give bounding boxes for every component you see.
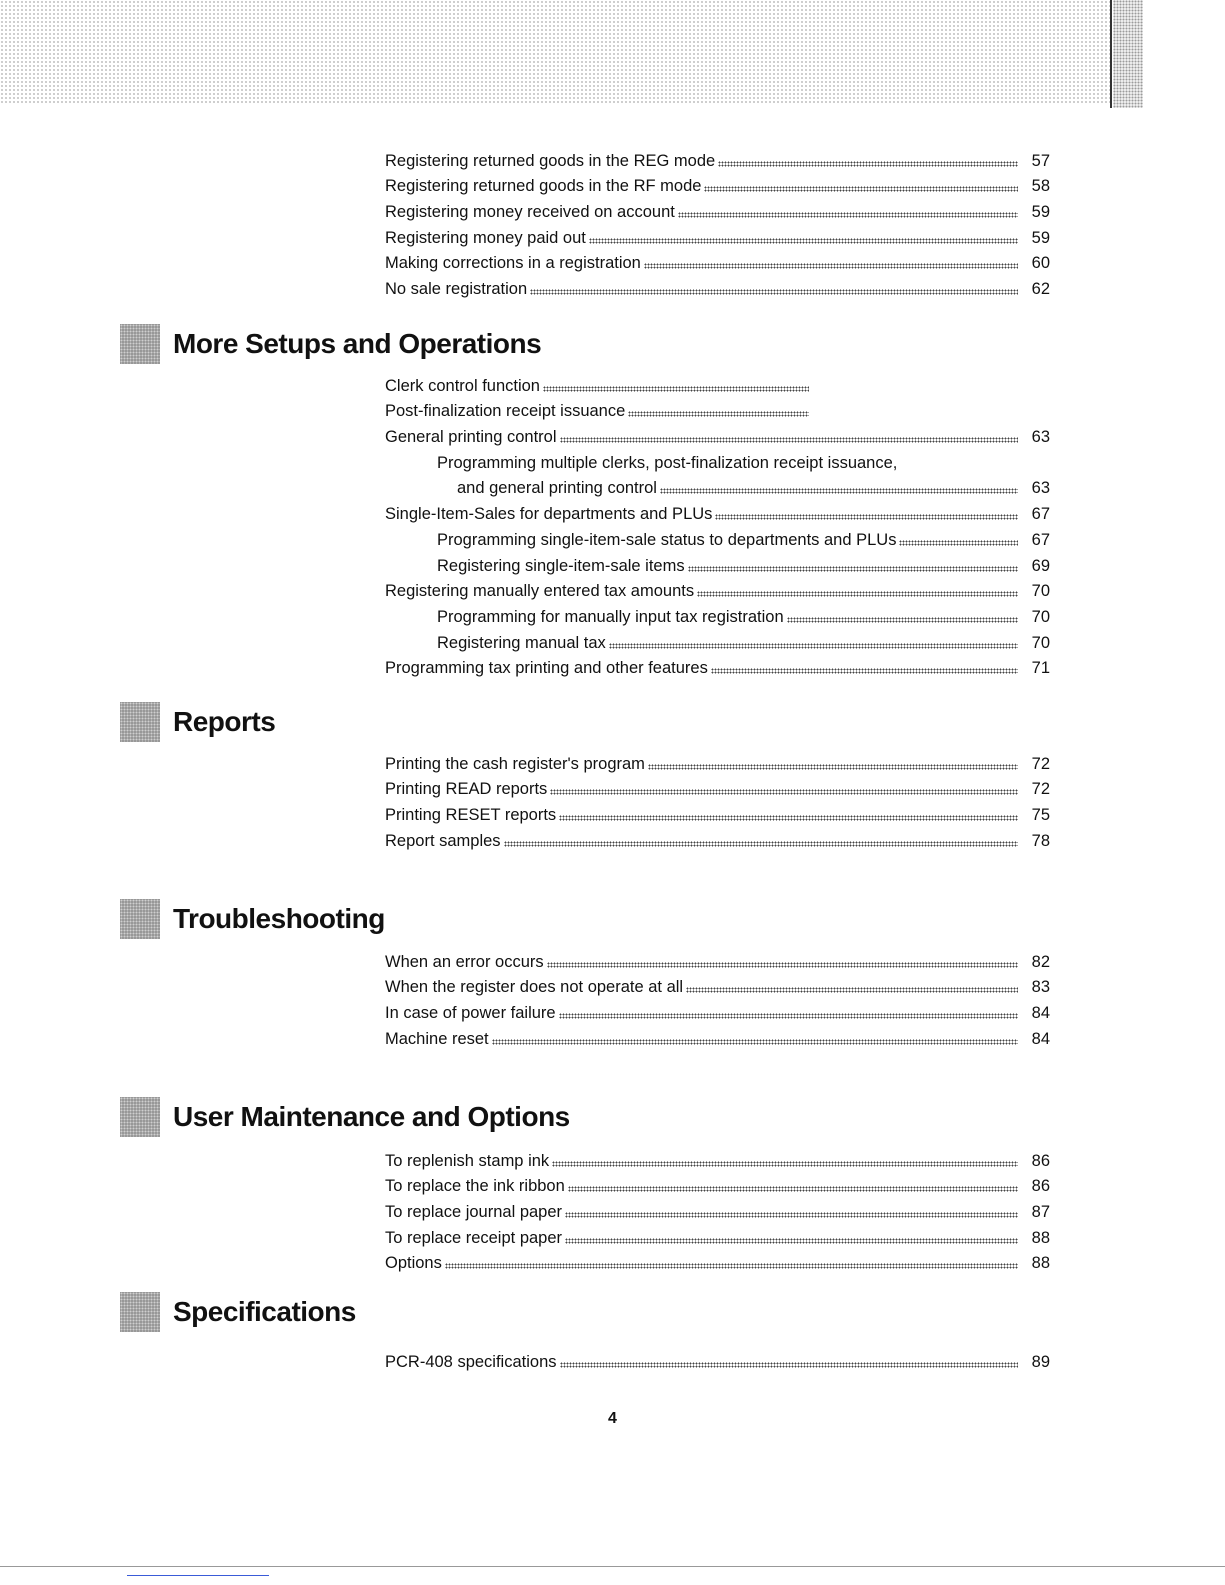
toc-entry-page: 63	[1031, 479, 1050, 498]
toc-entry-page: 87	[1031, 1203, 1050, 1222]
toc-entry-page: 70	[1031, 633, 1050, 652]
dot-leader	[552, 1161, 1018, 1167]
toc-entry[interactable]	[385, 1222, 1050, 1248]
toc-entry-title: Printing RESET reports	[385, 806, 557, 825]
toc-entry-page: 59	[1031, 203, 1050, 222]
dot-leader	[718, 161, 1018, 167]
dot-leader	[697, 591, 1018, 597]
toc-entry-title: Registering money paid out	[385, 228, 586, 247]
toc-entry-page: 58	[1031, 177, 1050, 196]
dot-leader	[899, 540, 1018, 546]
page-number: 4	[608, 1410, 617, 1427]
dot-leader	[589, 238, 1018, 244]
toc-entry[interactable]	[385, 576, 1050, 602]
dot-leader	[609, 643, 1018, 649]
dot-leader	[648, 764, 1018, 770]
toc-entry-title: Programming single-item-sale status to departments and PLUs	[437, 530, 897, 549]
dot-leader	[644, 263, 1018, 269]
toc-entry-page: 88	[1031, 1254, 1050, 1273]
toc-entry[interactable]	[385, 1346, 1050, 1372]
toc-entry-page: 84	[1031, 1004, 1050, 1023]
toc-entry[interactable]	[385, 196, 1050, 222]
toc-entry-title: Post-finalization receipt issuance	[385, 402, 626, 421]
toc-entry-page: 70	[1031, 607, 1050, 626]
toc-entry-title: Registering single-item-sale items	[437, 556, 685, 575]
toc-entry-page: 60	[1031, 254, 1050, 273]
toc-entry-title: and general printing control	[457, 479, 657, 498]
dot-leader	[547, 962, 1018, 968]
toc-entry[interactable]	[385, 972, 1050, 998]
section-heading-troubleshooting	[120, 897, 385, 941]
toc-entry[interactable]	[385, 653, 1050, 679]
toc-entry-page: 75	[1031, 806, 1050, 825]
toc-entry-title: Registering money received on account	[385, 203, 675, 222]
toc-entry-page: 82	[1031, 952, 1050, 971]
toc-entry-title: Making corrections in a registration	[385, 254, 641, 273]
scan-texture-top	[0, 0, 1110, 105]
toc-entry-title: Report samples	[385, 831, 501, 850]
dot-leader	[559, 1013, 1018, 1019]
toc-entry-title: Registering returned goods in the REG mode	[385, 151, 716, 170]
toc-entry[interactable]	[385, 145, 1050, 171]
toc-entry-page: 71	[1031, 659, 1050, 678]
dot-leader	[715, 514, 1018, 520]
toc-entry-page: 83	[1031, 978, 1050, 997]
toc-entry-title: Printing the cash register's program	[385, 754, 645, 773]
toc-entry-page: 70	[1031, 582, 1050, 601]
dot-leader	[678, 212, 1018, 218]
toc-entry[interactable]	[385, 601, 1050, 627]
toc-entry-page: 86	[1031, 1177, 1050, 1196]
toc-entry[interactable]	[385, 1023, 1050, 1049]
toc-entry[interactable]	[385, 447, 1050, 473]
toc-entry[interactable]	[385, 421, 1050, 447]
toc-entry-page: 72	[1031, 754, 1050, 773]
section-marker-icon	[120, 702, 160, 742]
toc-troubleshooting-list	[385, 946, 1050, 1049]
toc-entry-page: 59	[1031, 228, 1050, 247]
dot-leader	[565, 1212, 1018, 1218]
dot-leader	[628, 411, 809, 417]
section-heading-more-setups	[120, 322, 541, 366]
section-title: Reports	[173, 706, 276, 737]
toc-entry[interactable]	[385, 171, 1050, 197]
scan-edge-line	[0, 1566, 1225, 1567]
toc-entry[interactable]	[385, 524, 1050, 550]
toc-entry[interactable]	[385, 1248, 1050, 1274]
toc-entry[interactable]	[385, 248, 1050, 274]
toc-entry-page: 78	[1031, 831, 1050, 850]
dot-leader	[559, 815, 1018, 821]
toc-specifications-list	[385, 1346, 1050, 1372]
toc-entry[interactable]	[385, 774, 1050, 800]
toc-entry[interactable]	[385, 396, 815, 422]
scan-edge-mark	[127, 1575, 269, 1576]
section-marker-icon	[120, 899, 160, 939]
toc-entry[interactable]	[385, 1145, 1050, 1171]
toc-entry-title: When an error occurs	[385, 952, 544, 971]
dot-leader	[504, 841, 1018, 847]
toc-entry-title: To replace journal paper	[385, 1203, 563, 1222]
dot-leader	[787, 617, 1018, 623]
toc-entry-page: 67	[1031, 505, 1050, 524]
toc-entry-page: 63	[1031, 428, 1050, 447]
toc-entry-page: 84	[1031, 1029, 1050, 1048]
toc-entry[interactable]	[385, 825, 1050, 851]
dot-leader	[711, 668, 1018, 674]
toc-entry-title: General printing control	[385, 428, 557, 447]
toc-entry-title: PCR-408 specifications	[385, 1352, 557, 1371]
toc-entry-title: In case of power failure	[385, 1004, 556, 1023]
dot-leader	[492, 1039, 1018, 1045]
section-title: User Maintenance and Options	[173, 1101, 570, 1132]
toc-entry[interactable]	[385, 1171, 1050, 1197]
dot-leader	[660, 488, 1018, 494]
section-marker-icon	[120, 324, 160, 364]
toc-entry[interactable]	[385, 273, 1050, 299]
toc-entry-title: Options	[385, 1254, 442, 1273]
toc-entry[interactable]	[385, 498, 1050, 524]
section-marker-icon	[120, 1292, 160, 1332]
toc-entry-page: 62	[1031, 280, 1050, 299]
toc-entry-title: Programming tax printing and other features	[385, 659, 708, 678]
toc-more-setups-list	[385, 370, 1050, 678]
section-heading-specifications	[120, 1290, 356, 1334]
toc-entry[interactable]	[385, 1196, 1050, 1222]
toc-entry[interactable]	[385, 799, 1050, 825]
toc-intro-list	[385, 145, 1050, 299]
toc-entry-title: Registering returned goods in the RF mode	[385, 177, 702, 196]
dot-leader	[543, 386, 809, 392]
scan-texture-right	[1113, 0, 1143, 108]
page-edge-line	[1110, 0, 1112, 108]
toc-entry-title: Machine reset	[385, 1029, 489, 1048]
toc-entry-title: To replace the ink ribbon	[385, 1177, 565, 1196]
toc-entry[interactable]	[385, 748, 1050, 774]
toc-entry-title: Programming multiple clerks, post-finalization receipt issuance,	[437, 453, 898, 472]
toc-entry-title: When the register does not operate at all	[385, 978, 684, 997]
dot-leader	[565, 1238, 1018, 1244]
toc-entry-title: Clerk control function	[385, 376, 540, 395]
toc-entry-page: 89	[1031, 1352, 1050, 1371]
dot-leader	[568, 1186, 1018, 1192]
toc-entry-title: No sale registration	[385, 280, 528, 299]
toc-entry-title: Registering manual tax	[437, 633, 606, 652]
section-heading-reports	[120, 700, 275, 744]
toc-entry-title: Printing READ reports	[385, 780, 548, 799]
section-title: Troubleshooting	[173, 903, 385, 934]
toc-entry[interactable]	[385, 946, 1050, 972]
dot-leader	[560, 1362, 1019, 1368]
toc-entry-title: Programming for manually input tax registration	[437, 607, 784, 626]
dot-leader	[530, 289, 1018, 295]
toc-entry-page: 86	[1031, 1151, 1050, 1170]
toc-entry-page: 72	[1031, 780, 1050, 799]
dot-leader	[688, 566, 1018, 572]
dot-leader	[445, 1263, 1018, 1269]
toc-entry-page: 88	[1031, 1228, 1050, 1247]
toc-entry[interactable]	[385, 997, 1050, 1023]
toc-entry[interactable]	[385, 473, 1050, 499]
toc-entry-page: 67	[1031, 530, 1050, 549]
toc-entry-title: Registering manually entered tax amounts	[385, 582, 695, 601]
toc-reports-list	[385, 748, 1050, 851]
toc-entry-title: To replenish stamp ink	[385, 1151, 550, 1170]
toc-maintenance-list	[385, 1145, 1050, 1273]
toc-entry[interactable]	[385, 550, 1050, 576]
dot-leader	[686, 987, 1018, 993]
toc-entry-page: 57	[1031, 151, 1050, 170]
section-marker-icon	[120, 1097, 160, 1137]
section-title: Specifications	[173, 1296, 356, 1327]
section-heading-maintenance	[120, 1095, 570, 1139]
toc-entry[interactable]	[385, 370, 815, 396]
toc-entry-title: Single-Item-Sales for departments and PLUs	[385, 505, 713, 524]
toc-entry[interactable]	[385, 627, 1050, 653]
dot-leader	[560, 437, 1018, 443]
dot-leader	[704, 186, 1018, 192]
dot-leader	[550, 789, 1018, 795]
toc-entry-title: To replace receipt paper	[385, 1228, 563, 1247]
toc-entry-page: 69	[1031, 556, 1050, 575]
section-title: More Setups and Operations	[173, 328, 542, 359]
toc-entry[interactable]	[385, 222, 1050, 248]
